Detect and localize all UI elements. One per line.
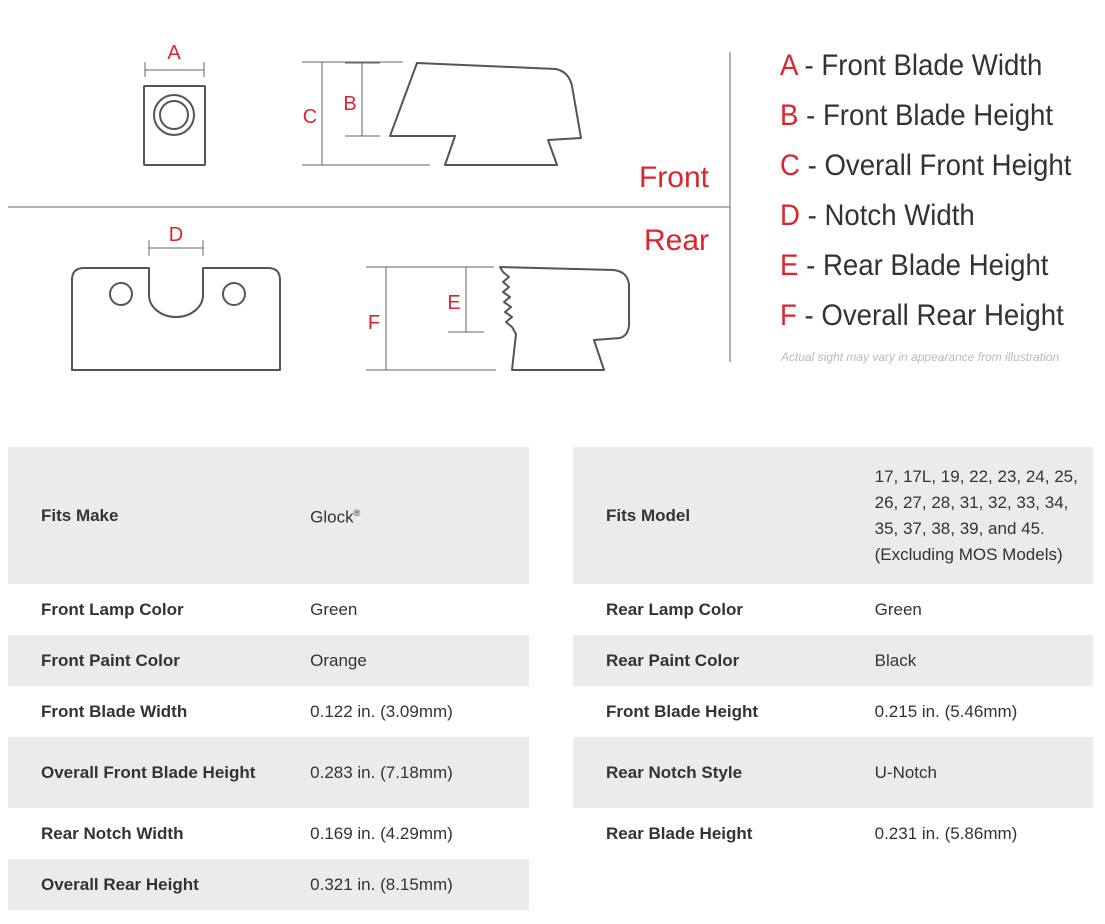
front-section-label: Front: [638, 161, 709, 194]
spec-value: 0.122 in. (3.09mm): [310, 701, 453, 721]
spec-value: 0.231 in. (5.86mm): [874, 823, 1018, 843]
front-sight-side-view: [390, 63, 581, 165]
spec-label: Front Blade Height: [606, 701, 759, 721]
spec-row: [8, 686, 529, 737]
spec-value: 0.215 in. (5.46mm): [874, 701, 1018, 721]
rear-sight-hole-left: [110, 283, 132, 305]
spec-label: Rear Lamp Color: [606, 599, 743, 619]
spec-value: 0.283 in. (7.18mm): [277, 737, 529, 808]
spec-row: [573, 737, 1093, 808]
fits-model-line: 17, 17L, 19, 22, 23, 24, 25,: [874, 466, 1078, 486]
spec-row: [8, 447, 529, 584]
spec-row: [573, 686, 1093, 737]
spec-row: [8, 808, 529, 859]
spec-label: Rear Blade Height: [606, 823, 753, 843]
specs-table-right: [573, 447, 1093, 859]
spec-label: Fits Model: [573, 447, 842, 584]
spec-row: [573, 584, 1093, 635]
fits-model-line: 35, 37, 38, 39, and 45.: [874, 518, 1045, 538]
spec-label: Rear Notch Style: [573, 737, 842, 808]
spec-value: Green: [310, 599, 358, 619]
spec-label: Front Paint Color: [8, 635, 277, 686]
legend-item-f: F - Overall Rear Height: [780, 299, 1064, 332]
rear-sight-end-view: [72, 268, 280, 370]
rear-sight-hole-right: [223, 283, 245, 305]
spec-row: [8, 584, 529, 635]
spec-label: Fits Make: [8, 447, 277, 584]
front-sight-end-view: [144, 86, 205, 165]
spec-row: [573, 635, 1093, 686]
legend-item-d: D - Notch Width: [780, 199, 975, 232]
spec-value: 0.169 in. (4.29mm): [310, 823, 453, 843]
spec-label: Rear Paint Color: [573, 635, 842, 686]
spec-value: Orange: [277, 635, 529, 686]
legend-item-a: A - Front Blade Width: [780, 49, 1043, 82]
spec-value: [842, 447, 1093, 584]
legend-item-e: E - Rear Blade Height: [780, 249, 1049, 282]
spec-label: Front Blade Width: [41, 701, 188, 721]
spec-label: Front Lamp Color: [41, 599, 184, 619]
fits-model-line: 26, 27, 28, 31, 32, 33, 34,: [874, 492, 1069, 512]
rear-section-label: Rear: [643, 224, 709, 257]
spec-row: [573, 447, 1093, 584]
spec-row: [8, 859, 529, 910]
spec-value: U-Notch: [842, 737, 1093, 808]
legend-item-b: B - Front Blade Height: [780, 99, 1054, 132]
dim-label-d: D: [168, 224, 184, 246]
spec-label: Rear Notch Width: [41, 823, 184, 843]
spec-label: Overall Rear Height: [8, 859, 277, 910]
illustration-disclaimer: Actual sight may vary in appearance from illustration: [781, 350, 1060, 364]
spec-row: [8, 737, 529, 808]
front-sight-lamp-inner: [160, 101, 188, 129]
dim-label-a: A: [167, 42, 181, 64]
rear-sight-side-view: [500, 267, 629, 370]
legend-item-c: C - Overall Front Height: [780, 149, 1072, 182]
spec-label: Overall Front Blade Height: [8, 737, 277, 808]
spec-value: Glock®: [277, 447, 529, 584]
spec-row: [8, 635, 529, 686]
dim-label-b: B: [343, 93, 357, 115]
spec-value: Green: [874, 599, 922, 619]
spec-value: Black: [842, 635, 1093, 686]
spec-row: [573, 808, 1093, 859]
fits-model-line: (Excluding MOS Models): [874, 544, 1063, 564]
dim-label-f: F: [367, 312, 381, 334]
spec-value: 0.321 in. (8.15mm): [277, 859, 529, 910]
dim-label-c: C: [302, 106, 318, 128]
dim-label-e: E: [447, 292, 461, 314]
specs-table-left: [8, 447, 529, 910]
dimension-legend: [780, 44, 1100, 344]
